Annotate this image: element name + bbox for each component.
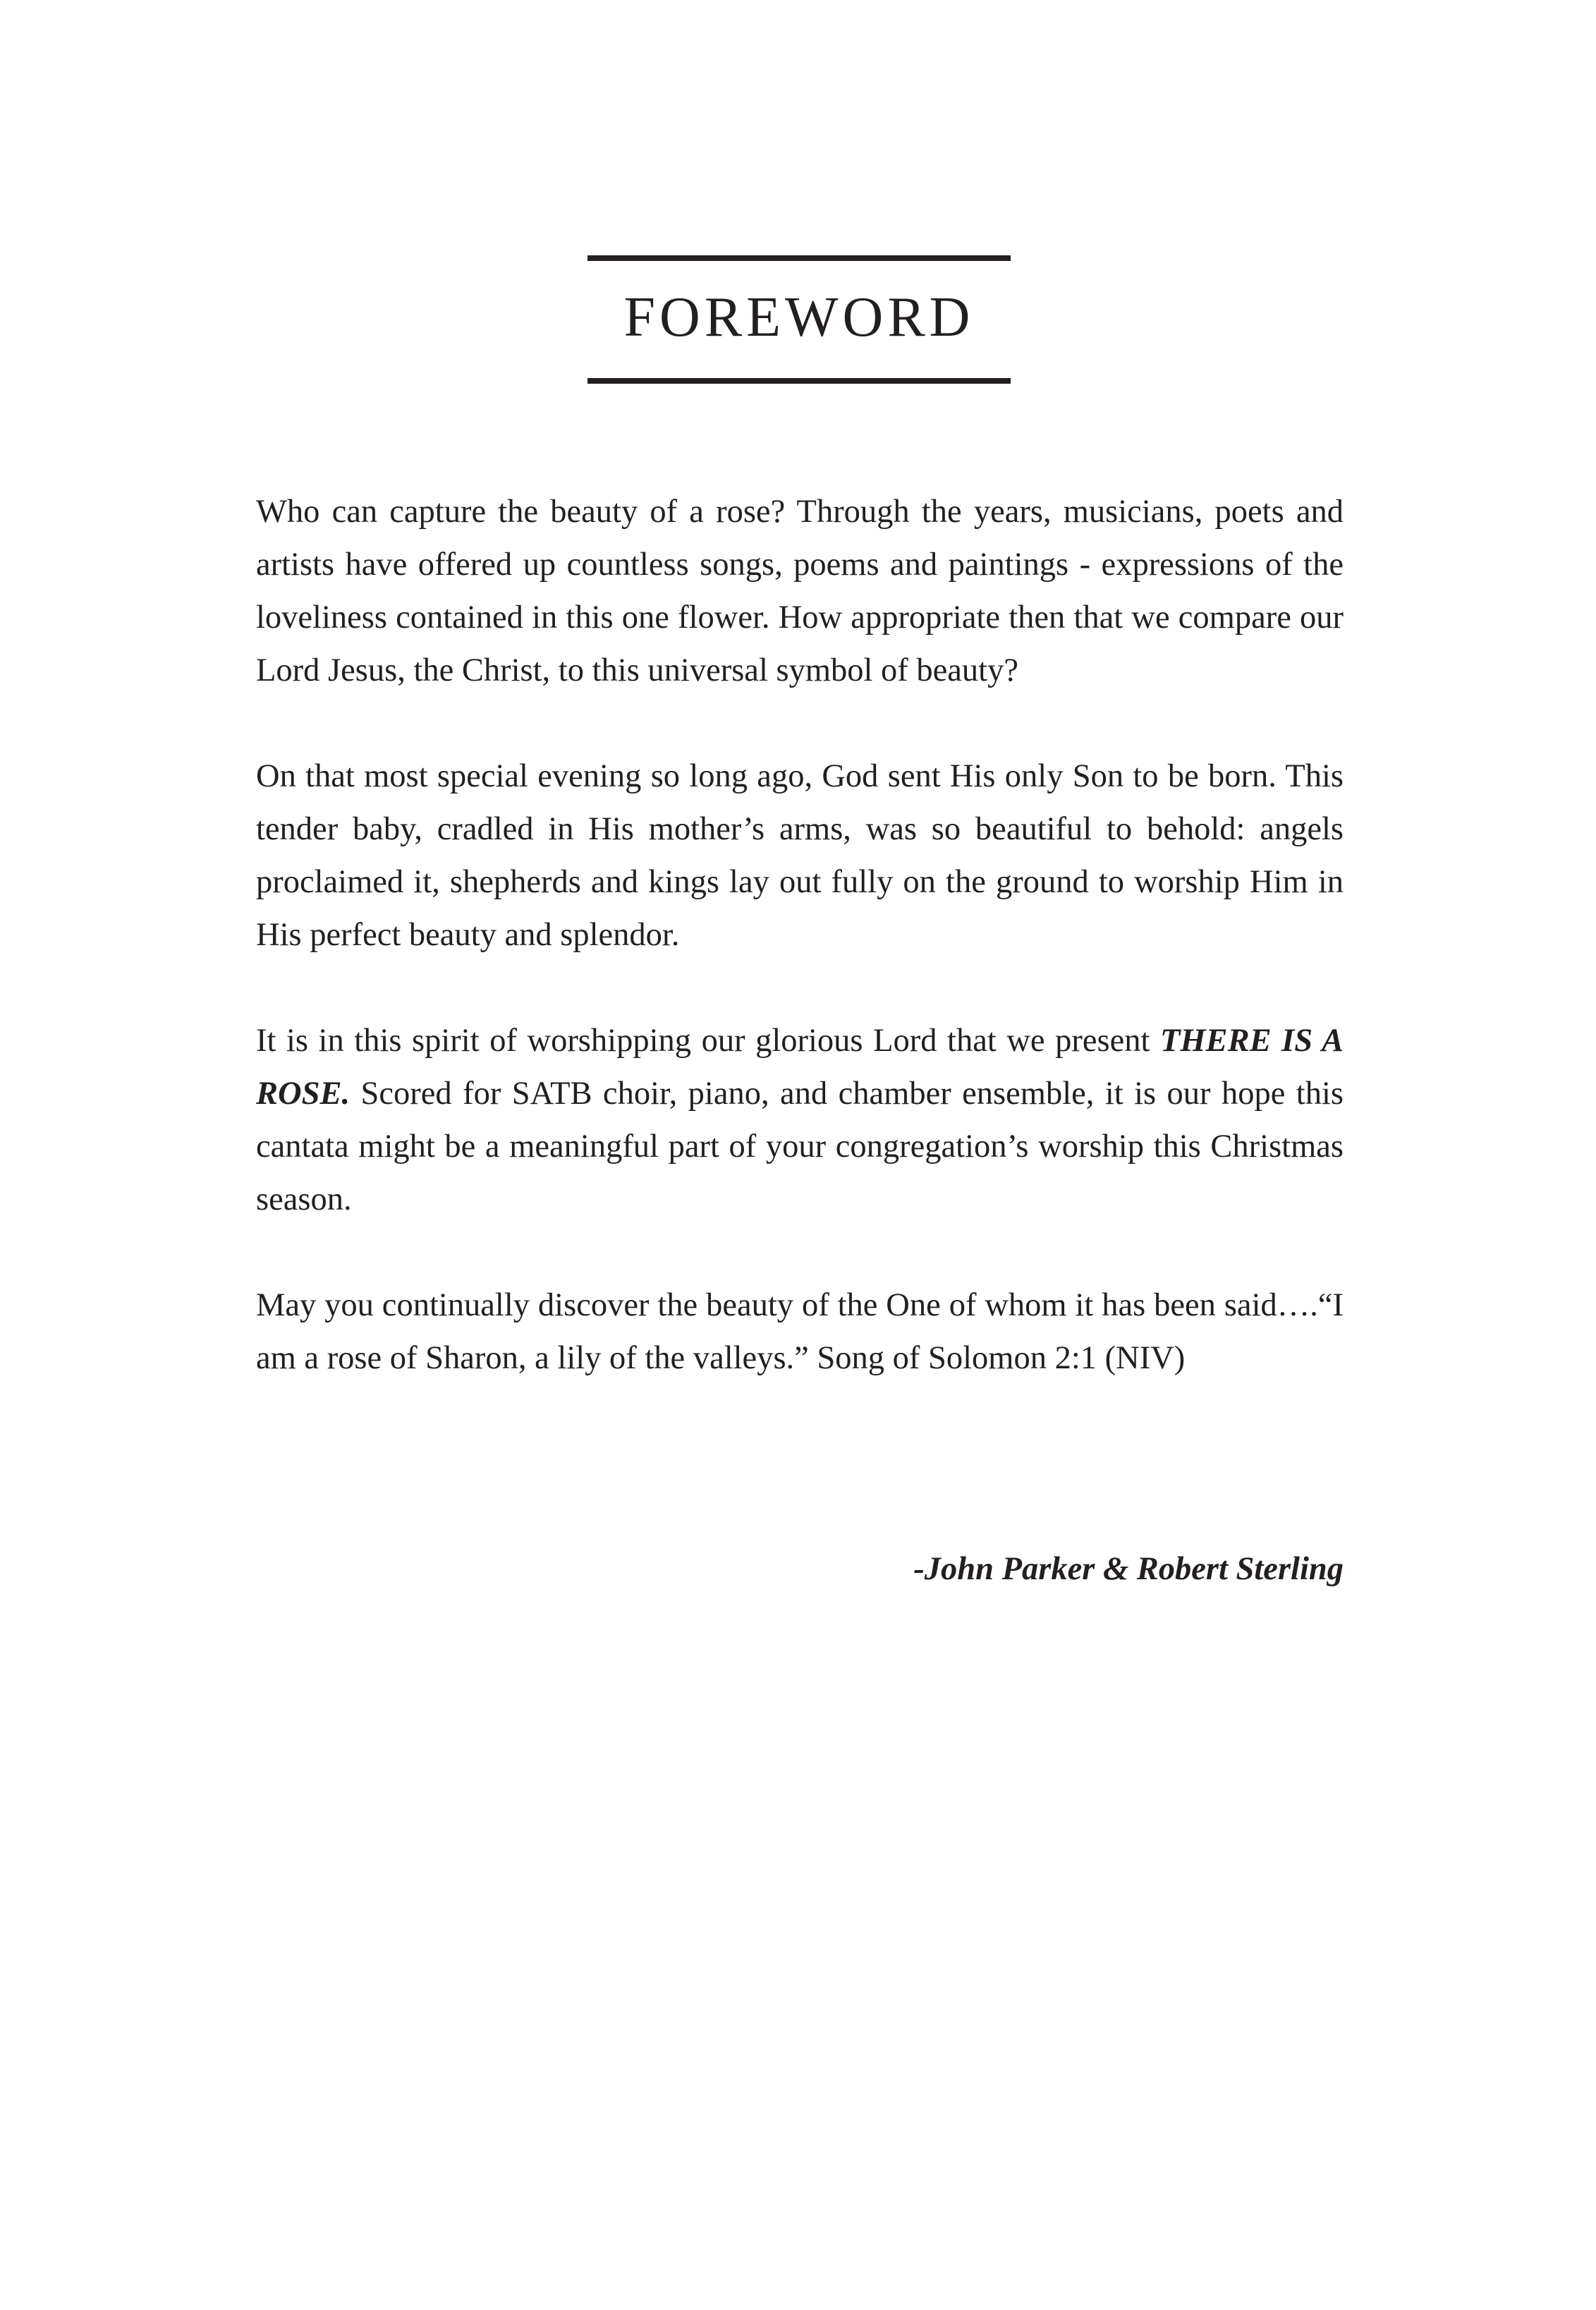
- paragraph-2: On that most special evening so long ago, God sent His only Son to be born. This tender baby, cradled in His mother’s arms, was so beautiful to behold: angels proclaimed it, shepherds and kings lay out fully on the ground to worship Him in His perfect beauty and splendor.: [256, 758, 1344, 953]
- paragraph-3: [256, 1014, 1344, 1226]
- cantata-title: THERE IS A ROSE.: [256, 1023, 1344, 1112]
- page-title: FOREWORD: [623, 286, 975, 348]
- signature: -John Parker & Robert Sterling: [913, 1551, 1344, 1587]
- paragraph-3-rest: Scored for SATB choir, piano, and chamber ensemble, it is our hope this cantata might be a meaningful part of your congregation’s worship this Christmas season.: [256, 1076, 1344, 1217]
- paragraph-3-intro: It is in this spirit of worshipping our glorious Lord that we present: [256, 1023, 1160, 1059]
- title-bottom-rule: [587, 378, 1011, 384]
- paragraph-1: Who can capture the beauty of a rose? Through the years, musicians, poets and artists have offered up countless songs, poems and paintings - expressions of the loveliness contained in this one flower. How appropriate then that we compare our Lord Jesus, the Christ, to this universal symbol of beauty?: [256, 494, 1344, 688]
- title-top-rule: [587, 255, 1011, 261]
- title-block: [587, 255, 1011, 384]
- paragraph-4: May you continually discover the beauty of the One of whom it has been said….“I am a rose of Sharon, a lily of the valleys.” Song of Solomon 2:1 (NIV): [256, 1287, 1344, 1376]
- foreword-body: [256, 485, 1344, 1385]
